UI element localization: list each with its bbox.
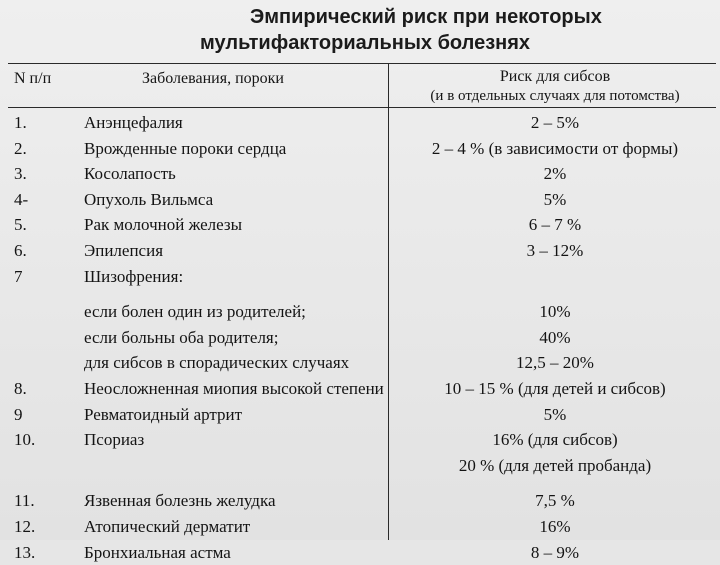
table-row [0,488,720,514]
risk-value: 2% [390,161,720,186]
header-bottom-border [8,107,716,108]
page-title [200,4,660,56]
risk-value: 5% [390,402,720,427]
header-disease: Заболевания, пороки [142,70,284,88]
risk-value: 7,5 % [390,488,720,513]
row-number: 4- [14,187,28,212]
table-row [0,110,720,136]
row-number: 13. [14,540,35,565]
table-row [0,161,720,187]
risk-value: 10% [390,299,720,324]
table-row [0,402,720,428]
table-row [0,325,720,351]
disease-name: Эпилепсия [84,238,163,263]
row-number: 11. [14,488,35,513]
table-row [0,376,720,402]
title-line-2: мультифакториальных болезнях [200,30,660,56]
row-number: 2. [14,136,27,161]
risk-value: 5% [390,187,720,212]
disease-name: Врожденные пороки сердца [84,136,286,161]
disease-name: Язвенная болезнь желудка [84,488,276,513]
table-row [0,350,720,376]
risk-value: 2 – 4 % (в зависимости от формы) [390,136,720,161]
disease-name: если болен один из родителей; [84,299,306,324]
risk-value: 20 % (для детей пробанда) [390,453,720,478]
table-row [0,264,720,290]
table-body [0,110,720,565]
table-top-border [8,63,716,64]
disease-name: если больны оба родителя; [84,325,278,350]
header-risk: Риск для сибсов [390,68,720,86]
risk-value: 8 – 9% [390,540,720,565]
row-number: 5. [14,212,27,237]
disease-name: Косолапость [84,161,176,186]
risk-value: 6 – 7 % [390,212,720,237]
table-row [0,514,720,540]
row-number: 12. [14,514,35,539]
row-number: 10. [14,427,35,452]
risk-value: 12,5 – 20% [390,350,720,375]
table-row [0,238,720,264]
disease-name: Рак молочной железы [84,212,242,237]
table-row [0,299,720,325]
row-gap [0,478,720,488]
risk-value: 2 – 5% [390,110,720,135]
table-row [0,212,720,238]
disease-name: Бронхиальная астма [84,540,231,565]
disease-name: Атопический дерматит [84,514,250,539]
risk-value: 16% (для сибсов) [390,427,720,452]
row-gap [0,289,720,299]
row-number: 8. [14,376,27,401]
table-row [0,540,720,565]
row-number: 6. [14,238,27,263]
row-number: 7 [14,264,23,289]
table-row [0,187,720,213]
row-number: 1. [14,110,27,135]
table-row [0,427,720,453]
risk-value: 3 – 12% [390,238,720,263]
header-risk-note: (и в отдельных случаях для потомства) [390,87,720,105]
disease-name: Опухоль Вильмса [84,187,213,212]
disease-name: Псориаз [84,427,144,452]
risk-value: 40% [390,325,720,350]
header-number: N п/п [14,70,51,88]
risk-value: 10 – 15 % (для детей и сибсов) [390,376,720,401]
disease-name: Анэнцефалия [84,110,183,135]
disease-name: для сибсов в спорадических случаях [84,350,349,375]
disease-name: Шизофрения: [84,264,183,289]
table-row [0,136,720,162]
title-line-1: Эмпирический риск при некоторых [200,4,660,30]
risk-value: 16% [390,514,720,539]
row-number: 9 [14,402,23,427]
disease-name: Ревматоидный артрит [84,402,242,427]
row-number: 3. [14,161,27,186]
table-row [0,453,720,479]
disease-name: Неосложненная миопия высокой степени [84,376,384,401]
